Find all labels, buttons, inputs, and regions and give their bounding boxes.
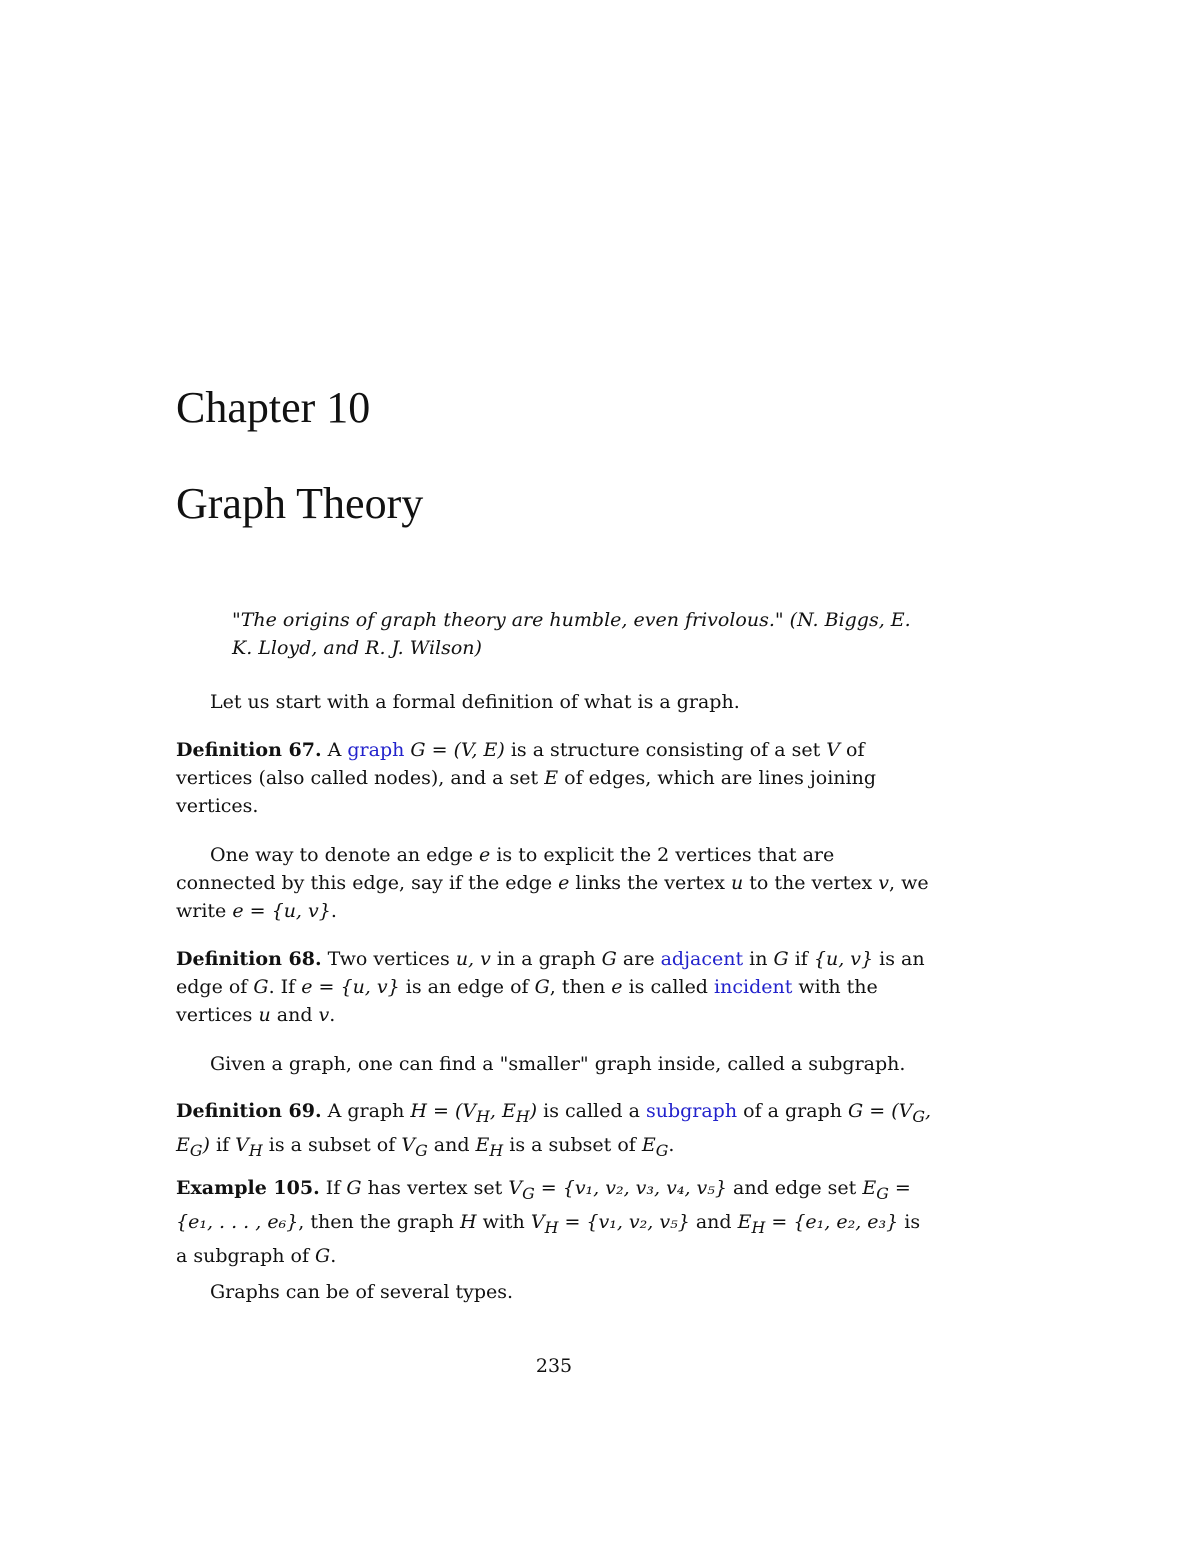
text: , then	[549, 976, 606, 998]
text: is a subset of	[268, 1133, 396, 1156]
math: u, v	[455, 948, 491, 970]
math: G	[253, 976, 269, 998]
page-number: 235	[535, 1355, 573, 1377]
math: G = (V, E)	[410, 739, 505, 761]
term-adjacent[interactable]: adjacent	[660, 948, 744, 970]
math: V	[826, 739, 840, 761]
text: .	[330, 900, 337, 922]
text: A	[327, 739, 342, 761]
subscript: G	[415, 1140, 428, 1160]
text: .	[668, 1133, 675, 1156]
text: .	[330, 1244, 337, 1267]
math	[235, 1133, 263, 1160]
math: = {v₁, v₂, v₃, v₄, v₅}	[540, 1177, 727, 1199]
epigraph	[232, 606, 932, 662]
math: V	[508, 1177, 523, 1199]
text: with	[482, 1210, 525, 1233]
definition-68	[176, 945, 936, 1029]
edge-notation-paragraph	[176, 841, 936, 925]
math: = {e₁, . . . , e₆}	[176, 1177, 911, 1233]
text: of a graph	[743, 1100, 842, 1122]
text: is a structure consisting of a set	[510, 739, 821, 761]
math	[401, 1133, 428, 1160]
chapter-title: Graph Theory	[176, 479, 424, 528]
text: links the vertex	[575, 872, 725, 894]
math: e = {u, v}	[301, 976, 400, 998]
example-105-label: Example 105.	[176, 1177, 320, 1199]
math: G	[346, 1177, 362, 1199]
math: G = (V	[848, 1100, 913, 1122]
chapter-number: Chapter 10	[176, 383, 371, 432]
text: One way to denote an edge	[210, 844, 473, 866]
math: V	[530, 1210, 545, 1233]
definition-67-label: Definition 67.	[176, 739, 322, 761]
subscript: H	[544, 1217, 559, 1237]
math: E	[641, 1133, 656, 1156]
subscript: H	[248, 1140, 263, 1160]
math: V	[235, 1133, 249, 1156]
subscript: G	[876, 1183, 889, 1203]
math: , E	[176, 1100, 932, 1156]
text: . If	[268, 976, 296, 998]
math: u	[730, 872, 744, 894]
math: E	[475, 1133, 490, 1156]
math: e	[611, 976, 623, 998]
math: v	[878, 872, 889, 894]
math: )	[529, 1100, 538, 1122]
text: Two vertices	[327, 948, 450, 970]
text: in a graph	[496, 948, 596, 970]
term-incident[interactable]: incident	[714, 976, 793, 998]
text: of edges, which are lines joining vertices.	[176, 767, 877, 817]
text: A graph	[327, 1100, 405, 1122]
text: is a subgraph of	[176, 1210, 921, 1267]
subscript: H	[476, 1106, 490, 1126]
definition-69	[176, 1097, 936, 1165]
text: in	[749, 948, 768, 970]
text: if	[216, 1133, 230, 1156]
subgraph-intro-paragraph: Given a graph, one can find a "smaller" graph inside, called a subgraph.	[210, 1053, 906, 1075]
math: G	[315, 1244, 331, 1267]
math: V	[401, 1133, 416, 1156]
text: to the vertex	[749, 872, 873, 894]
text: is an edge of	[405, 976, 529, 998]
math: , E	[489, 1100, 516, 1122]
math: H	[459, 1210, 477, 1233]
subscript: H	[515, 1106, 530, 1126]
subscript: G	[912, 1106, 925, 1126]
definition-69-label: Definition 69.	[176, 1100, 322, 1122]
math: e = {u, v}	[232, 900, 331, 922]
epigraph-attribution: (N. Biggs, E. K. Lloyd, and R. J. Wilson)	[232, 609, 911, 659]
subscript: G	[522, 1183, 535, 1203]
text: .	[329, 1004, 336, 1026]
intro-paragraph: Let us start with a formal definition of what is a graph.	[210, 691, 740, 713]
math: = {e₁, e₂, e₃}	[771, 1210, 899, 1233]
math: G	[601, 948, 617, 970]
math: e	[558, 872, 570, 894]
definition-67	[176, 736, 936, 820]
text: , then the graph	[298, 1210, 454, 1233]
subscript: H	[489, 1140, 504, 1160]
math: = {v₁, v₂, v₅}	[564, 1210, 690, 1233]
text: is called	[628, 976, 708, 998]
math: G	[534, 976, 550, 998]
subscript: G	[655, 1140, 669, 1160]
text: is to explicit the 2 vertices that are connected by this edge, say if the edge	[176, 844, 835, 894]
math: {u, v}	[813, 948, 874, 970]
text: If	[325, 1177, 341, 1199]
math: E	[544, 767, 559, 789]
math: e	[479, 844, 491, 866]
text: , we write	[176, 872, 929, 922]
math: u	[258, 1004, 271, 1026]
math: E	[737, 1210, 752, 1233]
subscript: G	[189, 1140, 203, 1160]
text: and	[276, 1004, 313, 1026]
math: G	[773, 948, 789, 970]
epigraph-quote: "The origins of graph theory are humble, even frivolous."	[232, 609, 784, 631]
text: and edge set	[733, 1177, 857, 1199]
math: v	[318, 1004, 330, 1026]
text: if	[794, 948, 808, 970]
closing-paragraph: Graphs can be of several types.	[210, 1281, 514, 1303]
text: has vertex set	[367, 1177, 503, 1199]
math	[475, 1133, 504, 1160]
math: )	[202, 1133, 210, 1156]
term-graph[interactable]: graph	[347, 739, 405, 761]
text: of vertices (also called nodes), and a set	[176, 739, 865, 789]
math	[737, 1210, 899, 1237]
text: is a subset of	[509, 1133, 636, 1156]
math	[508, 1177, 727, 1203]
math	[530, 1210, 690, 1237]
math: H = (V	[410, 1100, 477, 1122]
text: are	[622, 948, 655, 970]
term-subgraph[interactable]: subgraph	[645, 1100, 738, 1122]
definition-68-label: Definition 68.	[176, 948, 322, 970]
math	[410, 1100, 538, 1126]
math: E	[862, 1177, 877, 1199]
text: with the vertices	[176, 976, 878, 1026]
text: and	[433, 1133, 470, 1156]
text: and	[695, 1210, 732, 1233]
text: is called a	[543, 1100, 640, 1122]
subscript: H	[751, 1217, 766, 1237]
text: is an edge of	[176, 948, 925, 998]
example-105	[176, 1174, 936, 1270]
math	[641, 1133, 669, 1160]
